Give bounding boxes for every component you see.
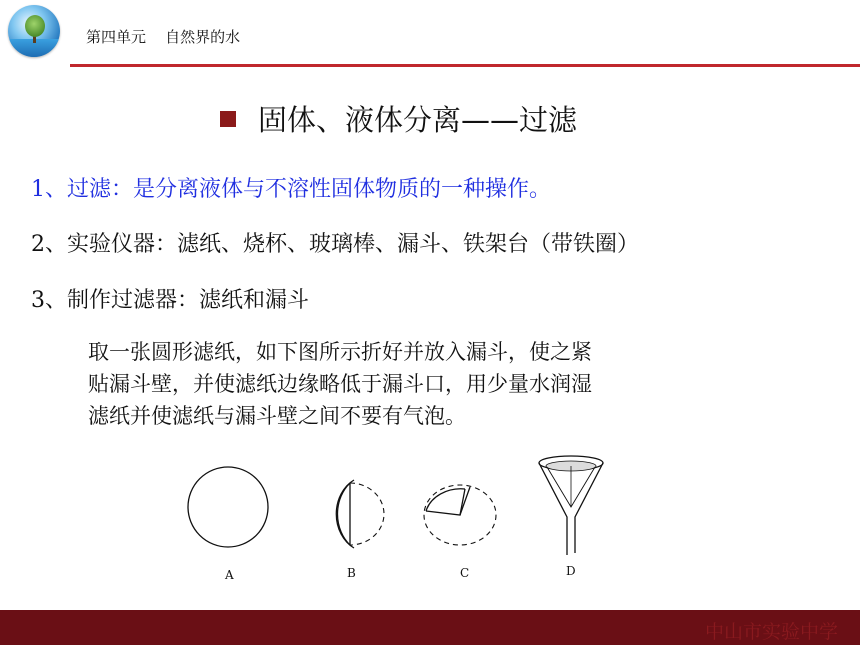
figure-label-a: A: [225, 568, 234, 582]
figure-label-d: D: [566, 564, 576, 578]
globe-logo-icon: [8, 5, 60, 57]
filter-folding-diagram: [175, 445, 615, 595]
figure-b-half-fold: [336, 480, 384, 548]
figure-label-c: C: [460, 566, 470, 580]
section-heading-text: 固体、液体分离——过滤: [258, 103, 578, 137]
header-divider: [70, 64, 860, 67]
paragraph-line: 取一张圆形滤纸，如下图所示折好并放入漏斗，使之紧: [88, 340, 592, 364]
filter-folding-figure: [175, 445, 615, 595]
square-bullet-icon: [220, 111, 236, 127]
school-name: 中山市实验中学: [704, 621, 838, 643]
slide-header: [0, 0, 860, 70]
figure-d-funnel: [539, 456, 603, 555]
paragraph-line: 贴漏斗壁，并使滤纸边缘略低于漏斗口，用少量水润湿: [88, 372, 592, 396]
item-make-filter: 3、制作过滤器：滤纸和漏斗: [31, 288, 309, 313]
item-filtration-definition: 1、过滤：是分离液体与不溶性固体物质的一种操作。: [31, 177, 551, 202]
section-heading: [220, 98, 577, 139]
figure-c-quarter-fold: [424, 485, 496, 545]
unit-title: 第四单元 自然界的水: [86, 28, 241, 46]
slide-footer: [0, 610, 860, 645]
item-instruments: 2、实验仪器：滤纸、烧杯、玻璃棒、漏斗、铁架台（带铁圈）: [31, 232, 639, 257]
figure-label-b: B: [347, 566, 356, 580]
figure-a-circle: [188, 467, 268, 547]
instruction-paragraph: [88, 336, 788, 432]
paragraph-line: 滤纸并使滤纸与漏斗壁之间不要有气泡。: [88, 404, 466, 428]
